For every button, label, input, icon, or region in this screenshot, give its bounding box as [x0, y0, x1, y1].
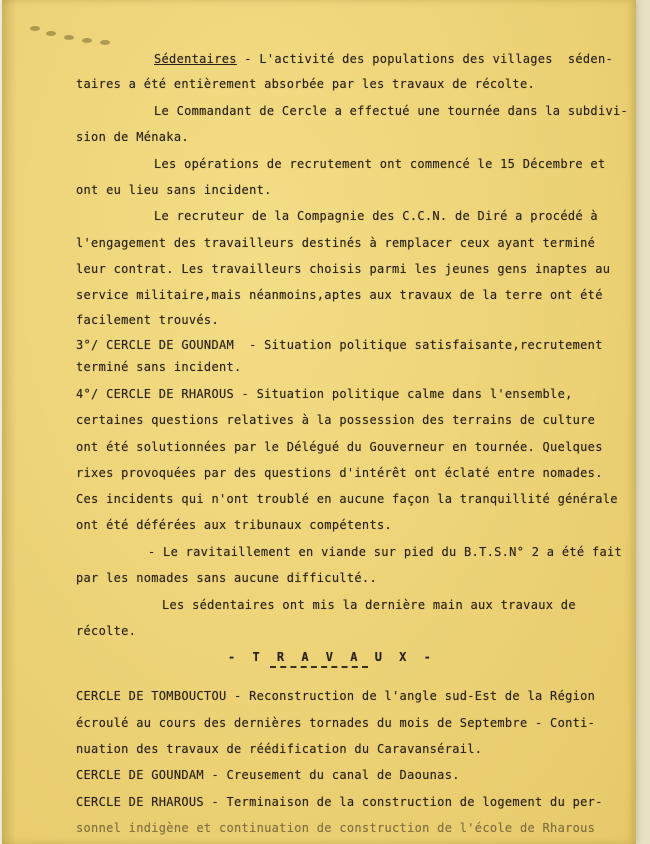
text-line: Les opérations de recrutement ont commencé le 15 Décembre et	[154, 157, 606, 171]
typewritten-page	[2, 0, 636, 844]
text-line: Sédentaires - L'activité des populations des villages séden-	[154, 52, 614, 66]
text-line: terminé sans incident.	[76, 360, 242, 374]
text-line: Le recruteur de la Compagnie des C.C.N. de Diré a procédé à	[154, 209, 598, 223]
text-line: leur contrat. Les travailleurs choisis parmi les jeunes gens inaptes au	[76, 262, 611, 276]
heading-underline	[270, 666, 368, 668]
text-line: Ces incidents qui n'ont troublé en aucune façon la tranquillité générale	[76, 492, 618, 506]
text-line: CERCLE DE TOMBOUCTOU - Reconstruction de l'angle sud-Est de la Région	[76, 689, 596, 703]
text-line: récolte.	[76, 624, 137, 638]
text-line: taires a été entièrement absorbée par les travaux de récolte.	[76, 77, 536, 91]
text-line: facilement trouvés.	[76, 313, 219, 327]
text-line: CERCLE DE RHAROUS - Terminaison de la construction de logement du per-	[76, 795, 603, 809]
underlined-keyword: Sédentaires	[154, 52, 237, 66]
text-line: CERCLE DE GOUNDAM - Creusement du canal de Daounas.	[76, 768, 460, 782]
text-line: 3°/ CERCLE DE GOUNDAM - Situation politique satisfaisante,recrutement	[76, 338, 603, 352]
section-heading-travaux: - T R A V A U X -	[228, 650, 436, 664]
text-line: par les nomades sans aucune difficulté..	[76, 571, 377, 585]
text-line: nuation des travaux de réédification du Caravansérail.	[76, 742, 483, 756]
text-line: Les sédentaires ont mis la dernière main aux travaux de	[162, 598, 576, 612]
text-line: ont été déférées aux tribunaux compétents.	[76, 518, 393, 532]
text-line: ont été solutionnées par le Délégué du Gouverneur en tournée. Quelques	[76, 440, 603, 454]
text-line: 4°/ CERCLE DE RHAROUS - Situation politique calme dans l'ensemble,	[76, 387, 573, 401]
text-line: Le Commandant de Cercle a effectué une tournée dans la subdivi-	[154, 104, 629, 118]
text-line-cut-off: sonnel indigène et continuation de construction de l'école de Rharous	[76, 821, 596, 835]
document-body	[2, 0, 636, 844]
text-line: sion de Ménaka.	[76, 130, 189, 144]
text-line: écroulé au cours des dernières tornades du mois de Septembre - Conti-	[76, 716, 596, 730]
text-line: l'engagement des travailleurs destinés à remplacer ceux ayant terminé	[76, 236, 596, 250]
text-line: - Le ravitaillement en viande sur pied du B.T.S.N° 2 a été fait	[148, 545, 623, 559]
text-line: service militaire,mais néanmoins,aptes aux travaux de la terre ont été	[76, 288, 603, 302]
text-line: rixes provoquées par des questions d'intérêt ont éclaté entre nomades.	[76, 466, 603, 480]
text-line: ont eu lieu sans incident.	[76, 183, 272, 197]
text-line: certaines questions relatives à la possession des terrains de culture	[76, 413, 596, 427]
